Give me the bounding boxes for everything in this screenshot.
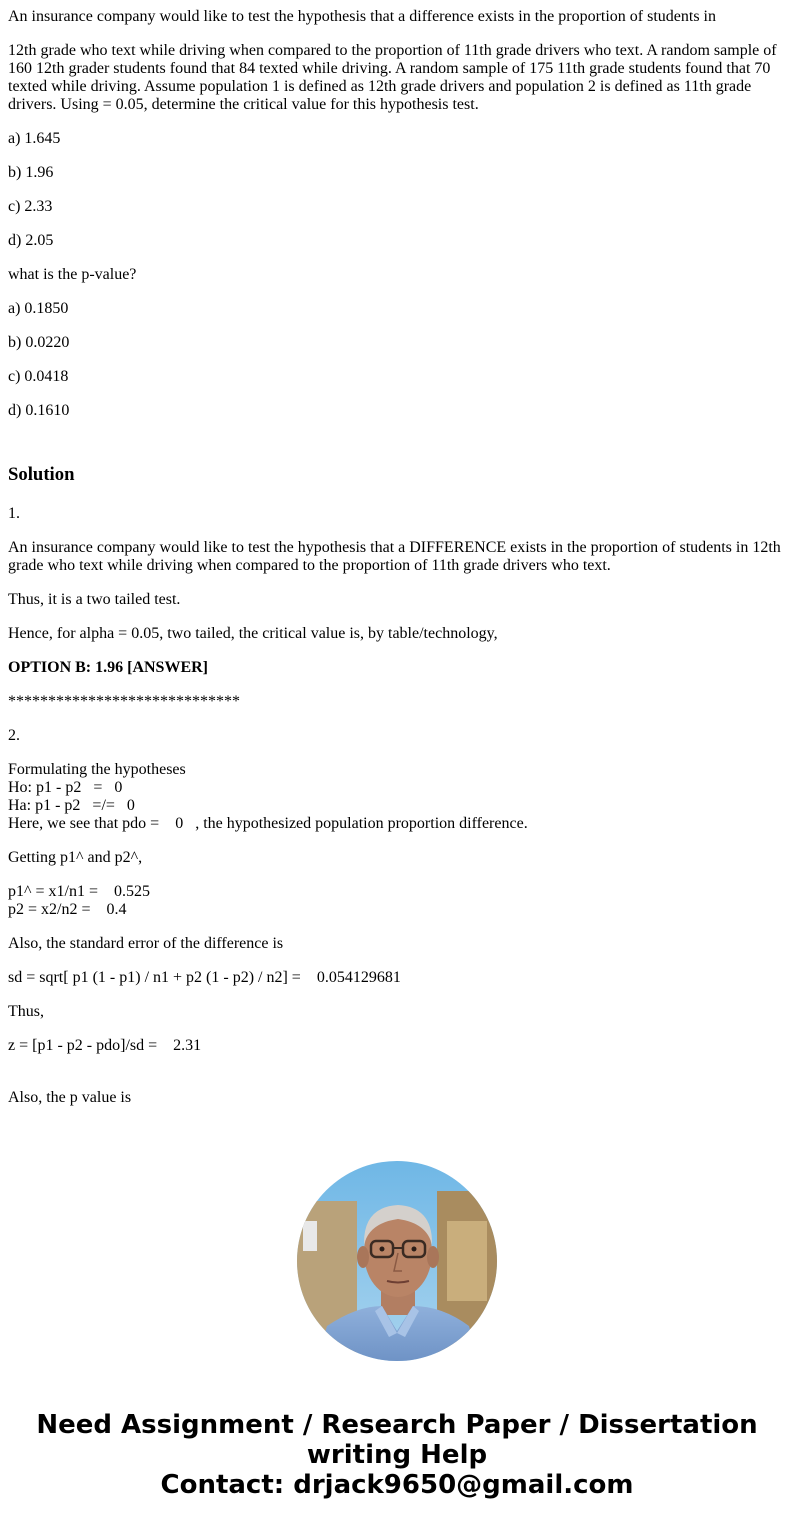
part1-answer: OPTION B: 1.96 [ANSWER]: [8, 659, 209, 676]
critical-option-d: d) 2.05: [8, 232, 54, 249]
proportions-block: [8, 883, 786, 919]
p2-value: p2 = x2/n2 = 0.4: [8, 901, 127, 918]
thus-text: Thus,: [8, 1003, 44, 1020]
question-intro: An insurance company would like to test the hypothesis that a difference exists in the proportion of students in: [8, 8, 716, 25]
footer-line-1: Need Assignment / Research Paper / Dissertation: [36, 1410, 758, 1440]
hypotheses-block: [8, 761, 786, 833]
pdo-statement: Here, we see that pdo = 0 , the hypothesized population proportion difference.: [8, 815, 528, 832]
part1-restated: An insurance company would like to test the hypothesis that a DIFFERENCE exists in the proportion of students in 12th grade who text while driving when compared to the proportion of 11th grade drivers who text.: [8, 539, 781, 574]
critical-option-b: b) 1.96: [8, 164, 54, 181]
pvalue-question: what is the p-value?: [8, 266, 137, 283]
p1-value: p1^ = x1/n1 = 0.525: [8, 883, 150, 900]
document-page: [0, 8, 794, 1107]
pvalue-option-d: d) 0.1610: [8, 402, 70, 419]
footer-line-2: writing Help: [306, 1440, 488, 1470]
part1-critical: Hence, for alpha = 0.05, two tailed, the critical value is, by table/technology,: [8, 625, 498, 642]
pvalue-intro: Also, the p value is: [8, 1089, 132, 1106]
z-formula: z = [p1 - p2 - pdo]/sd = 2.31: [8, 1037, 202, 1054]
footer-banner: [0, 1410, 794, 1500]
part1-number: 1.: [8, 505, 20, 522]
question-body: 12th grade who text while driving when compared to the proportion of 11th grade drivers who text. A random sample of 160 12th grader students found that 84 texted while driving. A random sample of 175 11th grade students found that 70 texted while driving. Assume population 1 is defined as 12th grade drivers and population 2 is defined as 11th grade drivers. Using = 0.05, determine the critical value for this hypothesis test.: [8, 42, 777, 113]
part2-number: 2.: [8, 727, 20, 744]
se-formula: sd = sqrt[ p1 (1 - p1) / n1 + p2 (1 - p2) / n2] = 0.054129681: [8, 969, 401, 986]
pvalue-option-a: a) 0.1850: [8, 300, 69, 317]
se-intro: Also, the standard error of the difference is: [8, 935, 284, 952]
critical-option-a: a) 1.645: [8, 130, 61, 147]
alt-hypothesis: Ha: p1 - p2 =/= 0: [8, 797, 135, 814]
pvalue-option-b: b) 0.0220: [8, 334, 70, 351]
null-hypothesis: Ho: p1 - p2 = 0: [8, 779, 123, 796]
critical-option-c: c) 2.33: [8, 198, 53, 215]
hypotheses-title: Formulating the hypotheses: [8, 761, 186, 778]
author-avatar: [297, 1161, 497, 1361]
part1-two-tailed: Thus, it is a two tailed test.: [8, 591, 181, 608]
solution-heading: Solution: [8, 464, 75, 485]
getting-proportions: Getting p1^ and p2^,: [8, 849, 143, 866]
pvalue-option-c: c) 0.0418: [8, 368, 69, 385]
footer-contact: Contact: drjack9650@gmail.com: [160, 1470, 634, 1500]
author-photo: [297, 1161, 497, 1361]
separator: *****************************: [8, 693, 240, 710]
